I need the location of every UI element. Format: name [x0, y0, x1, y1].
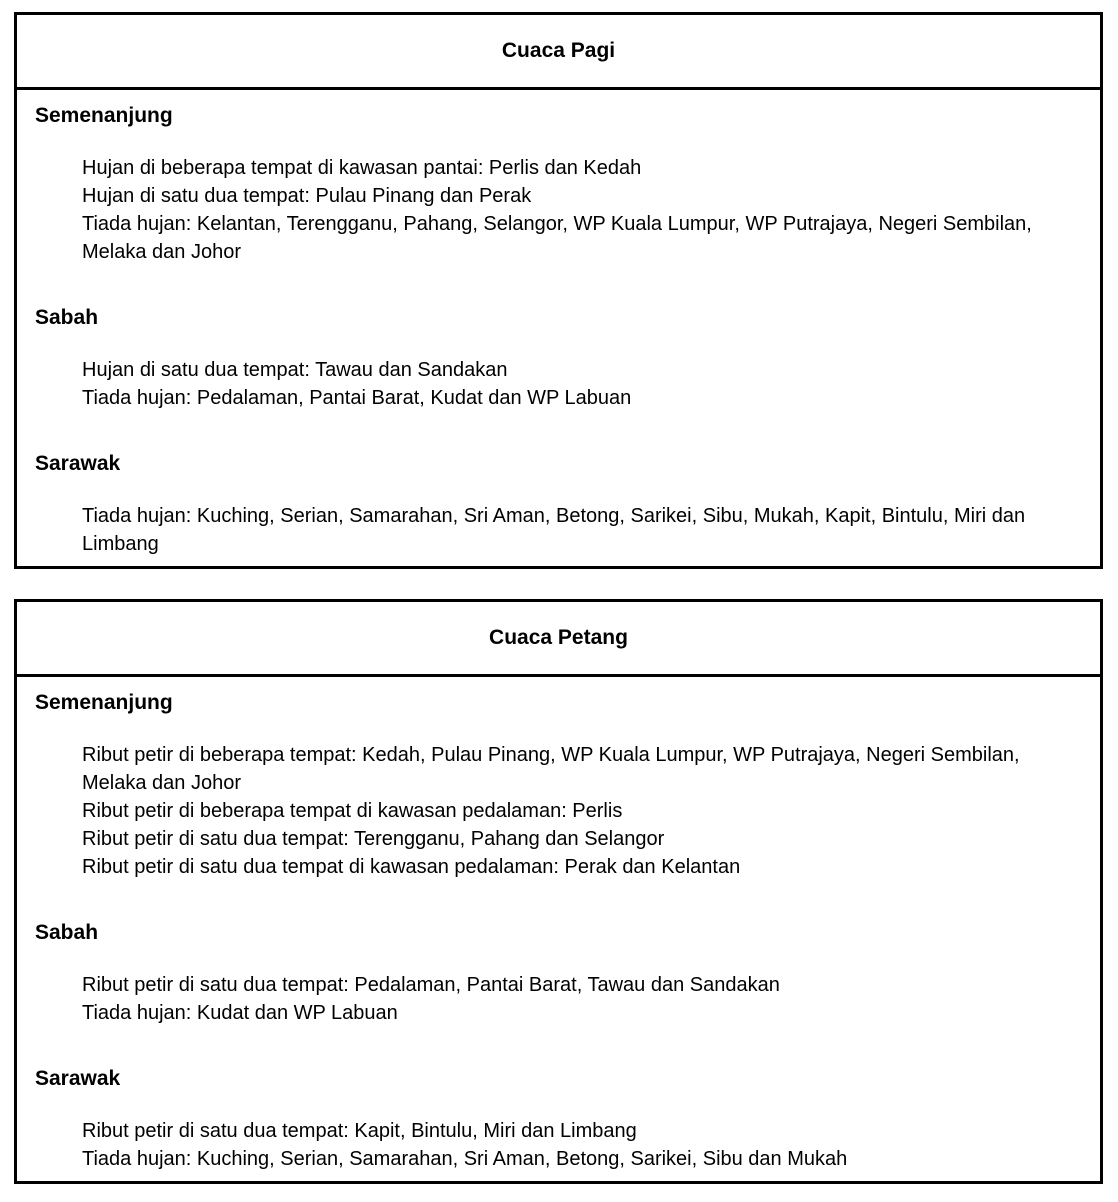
region-lines	[82, 971, 1080, 1027]
forecast-line: Hujan di satu dua tempat: Tawau dan Sandakan	[82, 359, 508, 381]
forecast-line: Tiada hujan: Pedalaman, Pantai Barat, Kudat dan WP Labuan	[82, 387, 632, 409]
region-sabah-afternoon	[35, 919, 1080, 1027]
region-lines	[82, 154, 1080, 266]
region-lines	[82, 356, 1080, 412]
region-heading-sarawak: Sarawak	[35, 452, 121, 475]
region-sarawak-morning	[35, 450, 1080, 558]
region-heading-sabah: Sabah	[35, 921, 99, 944]
forecast-line: Tiada hujan: Kudat dan WP Labuan	[82, 1002, 398, 1024]
forecast-line: Tiada hujan: Kelantan, Terengganu, Pahang, Selangor, WP Kuala Lumpur, WP Putrajaya, Negeri Sembilan, Melaka dan Johor	[82, 213, 1032, 263]
forecast-body-morning	[17, 90, 1100, 566]
forecast-box-morning	[14, 12, 1103, 569]
forecast-line: Hujan di beberapa tempat di kawasan pantai: Perlis dan Kedah	[82, 157, 642, 179]
region-lines	[82, 502, 1080, 558]
forecast-line: Tiada hujan: Kuching, Serian, Samarahan, Sri Aman, Betong, Sarikei, Sibu dan Mukah	[82, 1148, 848, 1170]
forecast-line: Ribut petir di satu dua tempat di kawasan pedalaman: Perak dan Kelantan	[82, 856, 741, 878]
region-heading-semenanjung: Semenanjung	[35, 104, 173, 127]
forecast-title-afternoon: Cuaca Petang	[17, 602, 1100, 677]
region-heading-sarawak: Sarawak	[35, 1067, 121, 1090]
forecast-title-morning: Cuaca Pagi	[17, 15, 1100, 90]
forecast-body-afternoon	[17, 677, 1100, 1181]
forecast-line: Hujan di satu dua tempat: Pulau Pinang dan Perak	[82, 185, 532, 207]
region-heading-sabah: Sabah	[35, 306, 99, 329]
region-sabah-morning	[35, 304, 1080, 412]
forecast-line: Ribut petir di satu dua tempat: Kapit, Bintulu, Miri dan Limbang	[82, 1120, 637, 1142]
region-semenanjung-morning	[35, 102, 1080, 266]
region-heading-semenanjung: Semenanjung	[35, 691, 173, 714]
region-lines	[82, 741, 1080, 881]
region-sarawak-afternoon	[35, 1065, 1080, 1173]
forecast-line: Ribut petir di satu dua tempat: Terengganu, Pahang dan Selangor	[82, 828, 665, 850]
region-lines	[82, 1117, 1080, 1173]
region-semenanjung-afternoon	[35, 689, 1080, 881]
forecast-line: Ribut petir di beberapa tempat di kawasan pedalaman: Perlis	[82, 800, 623, 822]
forecast-line: Tiada hujan: Kuching, Serian, Samarahan, Sri Aman, Betong, Sarikei, Sibu, Mukah, Kapit, Bintulu, Miri dan Limbang	[82, 505, 1026, 555]
forecast-box-afternoon	[14, 599, 1103, 1184]
forecast-line: Ribut petir di satu dua tempat: Pedalaman, Pantai Barat, Tawau dan Sandakan	[82, 974, 780, 996]
forecast-line: Ribut petir di beberapa tempat: Kedah, Pulau Pinang, WP Kuala Lumpur, WP Putrajaya, Negeri Sembilan, Melaka dan Johor	[82, 744, 1020, 794]
